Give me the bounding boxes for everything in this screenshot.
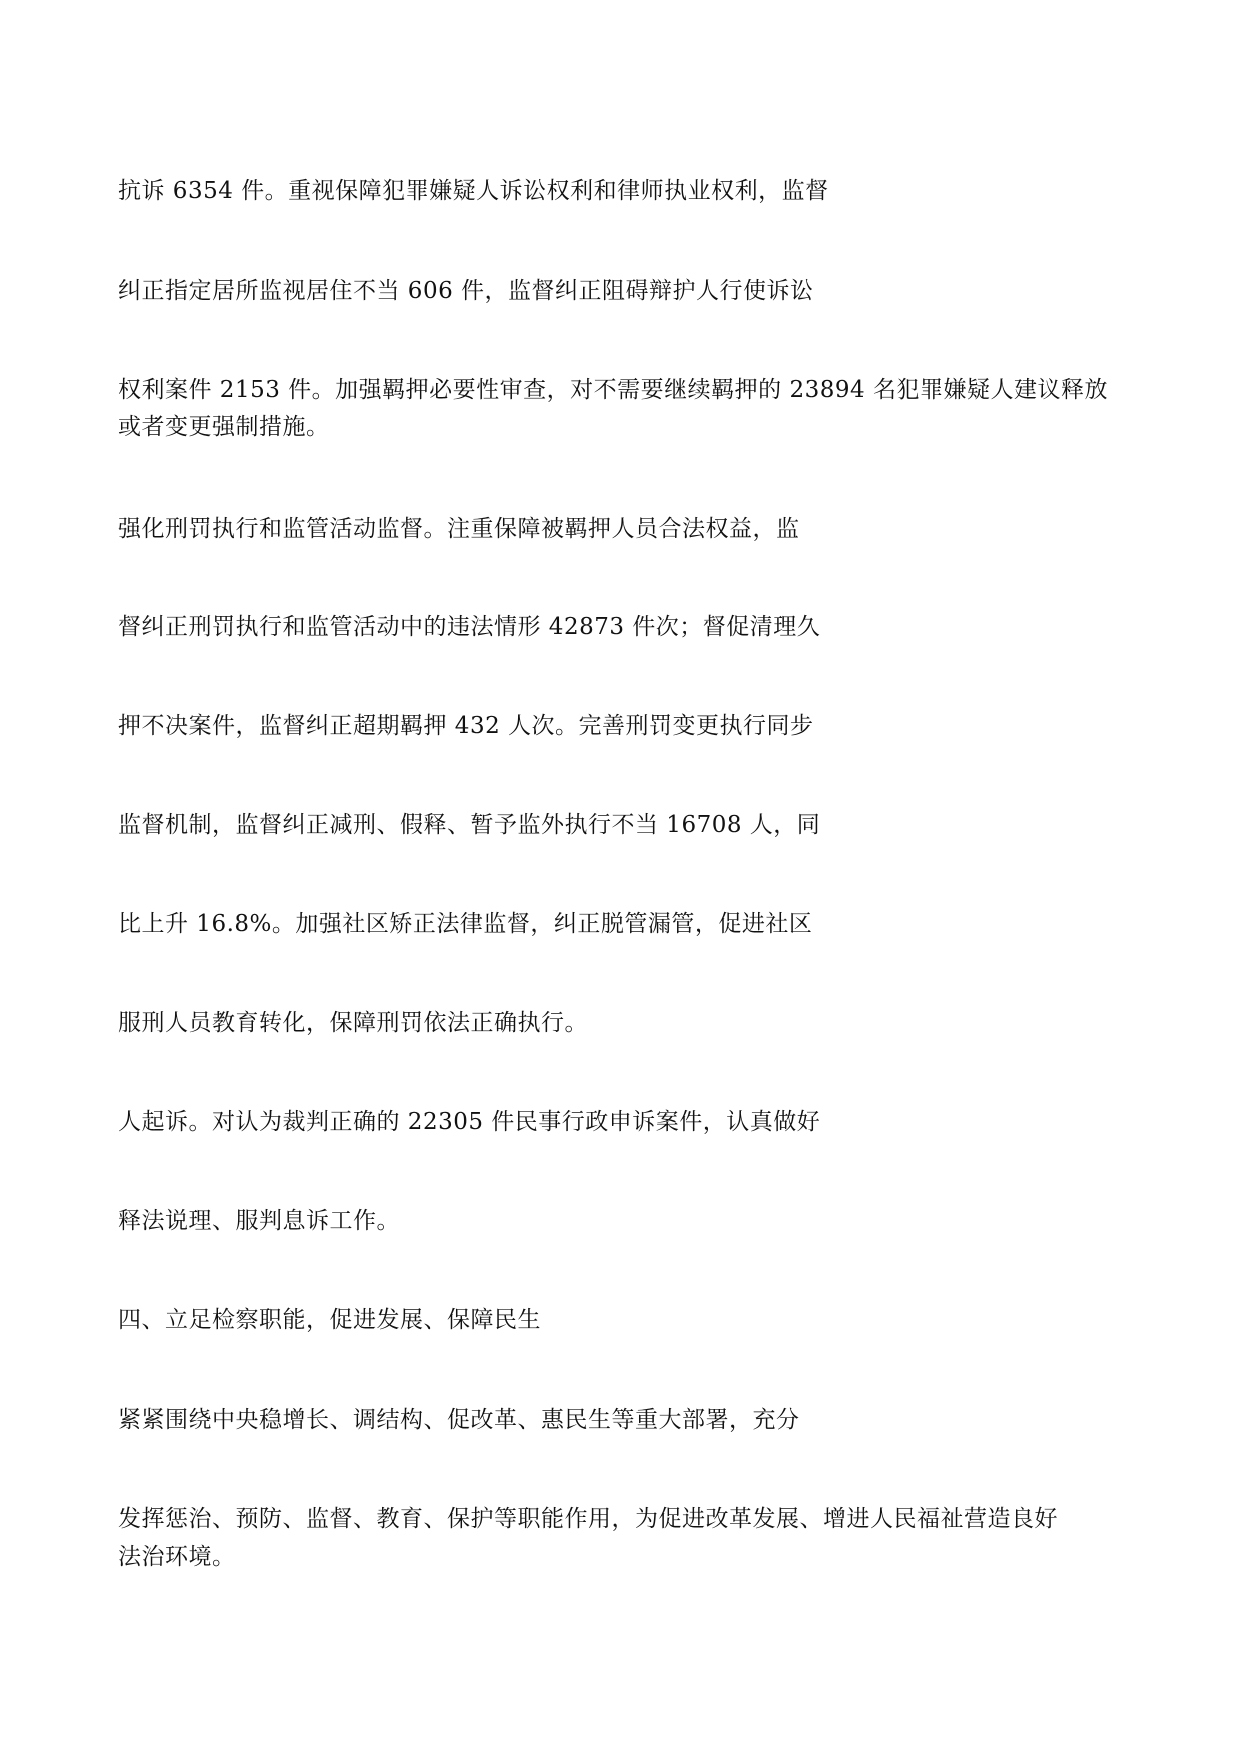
text-line: 押不决案件，监督纠正超期羁押 432 人次。完善刑罚变更执行同步 bbox=[118, 713, 814, 739]
text-line: 抗诉 6354 件。重视保障犯罪嫌疑人诉讼权利和律师执业权利，监督 bbox=[118, 178, 829, 204]
text-line: 发挥惩治、预防、监督、教育、保护等职能作用，为促进改革发展、增进人民福祉营造良好 bbox=[118, 1506, 1058, 1532]
section-heading: 四、立足检察职能，促进发展、保障民生 bbox=[118, 1307, 541, 1333]
text-line: 紧紧围绕中央稳增长、调结构、促改革、惠民生等重大部署，充分 bbox=[118, 1407, 800, 1433]
text-line: 纠正指定居所监视居住不当 606 件，监督纠正阻碍辩护人行使诉讼 bbox=[118, 278, 814, 304]
text-line: 比上升 16.8%。加强社区矫正法律监督，纠正脱管漏管，促进社区 bbox=[118, 911, 813, 937]
text-line: 权利案件 2153 件。加强羁押必要性审查，对不需要继续羁押的 23894 名犯罪嫌疑人建议释放 bbox=[118, 377, 1108, 403]
text-line: 强化刑罚执行和监管活动监督。注重保障被羁押人员合法权益，监 bbox=[118, 516, 800, 542]
text-line: 督纠正刑罚执行和监管活动中的违法情形 42873 件次；督促清理久 bbox=[118, 614, 821, 640]
text-line: 释法说理、服判息诉工作。 bbox=[118, 1208, 400, 1234]
text-line: 监督机制，监督纠正减刑、假释、暂予监外执行不当 16708 人，同 bbox=[118, 812, 821, 838]
text-line: 人起诉。对认为裁判正确的 22305 件民事行政申诉案件，认真做好 bbox=[118, 1109, 821, 1135]
text-line: 法治环境。 bbox=[118, 1544, 236, 1570]
text-line: 服刑人员教育转化，保障刑罚依法正确执行。 bbox=[118, 1010, 588, 1036]
text-line: 或者变更强制措施。 bbox=[118, 414, 330, 440]
